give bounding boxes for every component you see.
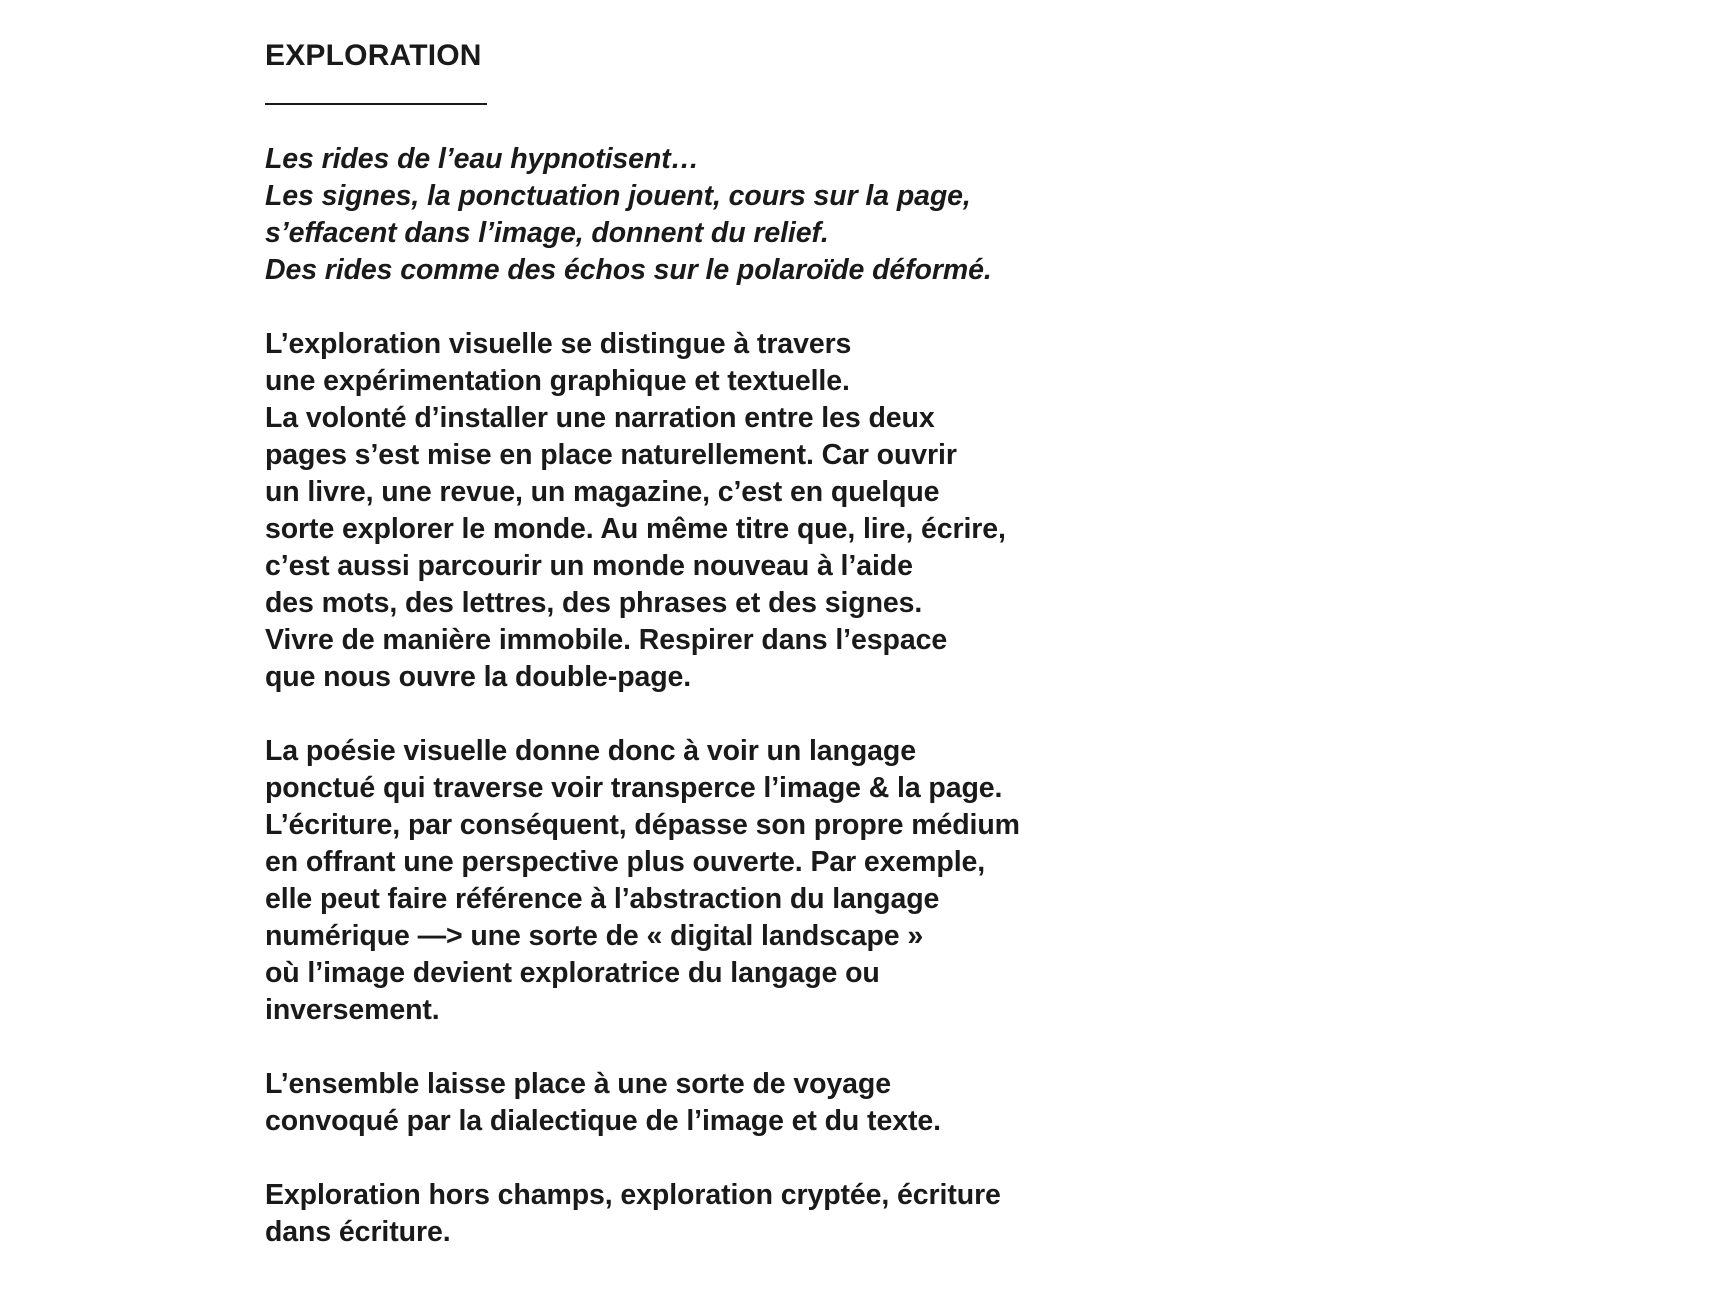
text-line: Des rides comme des échos sur le polaroïde déformé. bbox=[265, 254, 992, 286]
text-line: une expérimentation graphique et textuelle. bbox=[265, 365, 850, 397]
text-line: c’est aussi parcourir un monde nouveau à l’aide bbox=[265, 550, 913, 582]
text-line: L’écriture, par conséquent, dépasse son propre médium bbox=[265, 809, 1020, 841]
text-line: convoqué par la dialectique de l’image et du texte. bbox=[265, 1105, 941, 1137]
title-divider bbox=[265, 103, 487, 105]
text-line: Les signes, la ponctuation jouent, cours sur la page, bbox=[265, 180, 971, 212]
text-line: en offrant une perspective plus ouverte. Par exemple, bbox=[265, 846, 986, 878]
text-line: où l’image devient exploratrice du langage ou bbox=[265, 957, 880, 989]
text-line: que nous ouvre la double-page. bbox=[265, 661, 692, 693]
text-line: pages s’est mise en place naturellement. Car ouvrir bbox=[265, 439, 957, 471]
text-line: s’effacent dans l’image, donnent du relief. bbox=[265, 217, 829, 249]
closing-paragraph bbox=[265, 1177, 1165, 1251]
page-title: EXPLORATION bbox=[265, 39, 482, 72]
document-page bbox=[265, 36, 1165, 1288]
intro-paragraph bbox=[265, 141, 1165, 289]
text-line: dans écriture. bbox=[265, 1216, 451, 1248]
text-line: Exploration hors champs, exploration cryptée, écriture bbox=[265, 1179, 1001, 1211]
text-line: L’ensemble laisse place à une sorte de voyage bbox=[265, 1068, 891, 1100]
body-paragraph bbox=[265, 326, 1165, 696]
text-line: elle peut faire référence à l’abstraction du langage bbox=[265, 883, 940, 915]
text-line: La poésie visuelle donne donc à voir un langage bbox=[265, 735, 916, 767]
text-line: ponctué qui traverse voir transperce l’image & la page. bbox=[265, 772, 1003, 804]
text-line: des mots, des lettres, des phrases et des signes. bbox=[265, 587, 923, 619]
text-line: sorte explorer le monde. Au même titre que, lire, écrire, bbox=[265, 513, 1006, 545]
body-paragraph bbox=[265, 1066, 1165, 1140]
text-line: Vivre de manière immobile. Respirer dans l’espace bbox=[265, 624, 948, 656]
body-paragraph bbox=[265, 733, 1165, 1029]
text-line: L’exploration visuelle se distingue à travers bbox=[265, 328, 852, 360]
text-line: un livre, une revue, un magazine, c’est en quelque bbox=[265, 476, 940, 508]
text-line: inversement. bbox=[265, 994, 440, 1026]
text-line: La volonté d’installer une narration entre les deux bbox=[265, 402, 935, 434]
text-line: numérique —> une sorte de « digital landscape » bbox=[265, 920, 924, 952]
text-line: Les rides de l’eau hypnotisent… bbox=[265, 143, 700, 175]
